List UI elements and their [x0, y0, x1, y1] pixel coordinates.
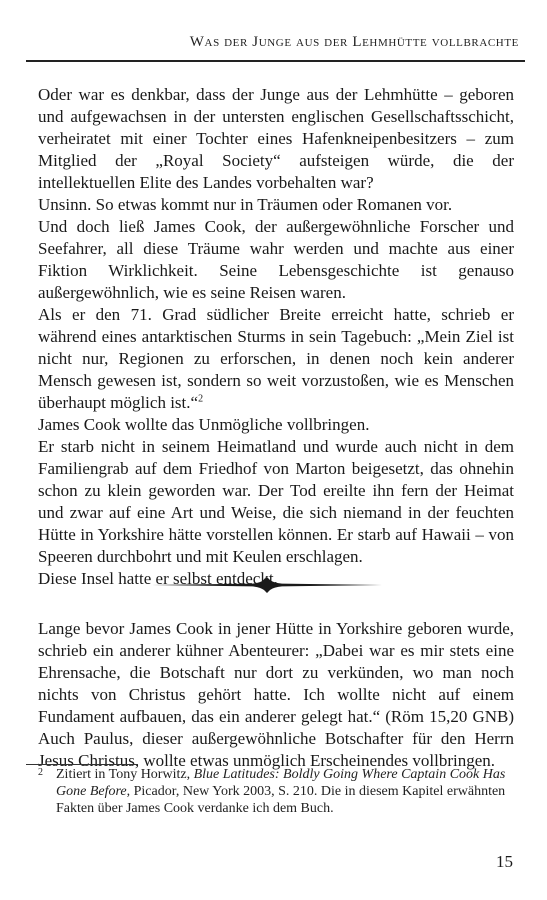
footnote-book-title: Blue Latitudes: Boldly Going Where Captain Cook Has Gone Before: [56, 767, 506, 799]
paragraph-with-footnote: [38, 304, 514, 414]
paragraph: James Cook wollte das Unmögliche vollbringen.: [38, 415, 370, 434]
main-text: [38, 84, 514, 590]
paragraph: Er starb nicht in seinem Heimatland und wurde auch nicht in dem Familiengrab auf dem Friedhof von Marton beigesetzt, das ohnehin schon zu klein geworden war. Der Tod ereilte ihn fern der Heimat und zwar auf eine Art und Weise, die sich niemand in der feuchten Hütte in Yorkshire hätte vorstellen können. Er starb auf Hawaii – von Speeren durchbohrt und mit Keulen erschlagen.: [38, 437, 514, 566]
paragraph: Unsinn. So etwas kommt nur in Träumen oder Romanen vor.: [38, 195, 453, 214]
footnote-number: 2: [38, 767, 43, 778]
paragraph-text: Als er den 71. Grad südlicher Breite erreicht hatte, schrieb er während eines antarktischen Sturms in sein Tagebuch: „Mein Ziel ist nicht nur, Regionen zu erforschen, in denen noch kein anderer Mensch gewesen ist, sondern so weit vorzustoßen, wie es Menschen überhaupt möglich ist.“: [38, 305, 514, 412]
page-number: 15: [496, 852, 513, 871]
section-divider-ornament: [152, 575, 382, 595]
footnote-text: [38, 766, 514, 817]
running-head: Was der Junge aus der Lehmhütte vollbrachte: [189, 34, 519, 50]
footnote-rest: , Picador, New York 2003, S. 210. Die in diesem Kapitel erwähnten Fakten über James Cook verdanke ich dem Buch.: [56, 784, 506, 816]
footnote-reference: 2: [198, 393, 204, 405]
second-section: [38, 618, 514, 772]
paragraph: Lange bevor James Cook in jener Hütte in Yorkshire geboren wurde, schrieb ein anderer kühner Abenteurer: „Dabei war es mir stets eine Ehrensache, die Botschaft nur dort zu verkünden, wo man noch nichts von Christus gehört hatte. Ich wollte nicht auf einem Fundament aufbauen, das ein anderer gelegt hat.“ (Röm 15,20 GNB) Auch Paulus, dieser außergewöhnliche Botschafter für den Herrn Jesus Christus, wollte etwas unmöglich Erscheinendes vollbringen.: [38, 619, 514, 770]
footnote: [38, 766, 514, 817]
paragraph: Und doch ließ James Cook, der außergewöhnliche Forscher und Seefahrer, all diese Träume wahr werden und machte aus einer Fiktion Wirklichkeit. Seine Lebensgeschichte ist genauso außergewöhnlich, wie es seine Reisen waren.: [38, 217, 514, 302]
header-rule: [26, 60, 525, 62]
paragraph: Oder war es denkbar, dass der Junge aus der Lehmhütte – geboren und aufgewachsen in der untersten englischen Gesellschaftsschicht, verheiratet mit einer Tochter eines Hafenkneipenbesitzers – zum Mitglied der „Royal Society“ aufsteigen würde, die der intellektuellen Elite des Landes vorbehalten war?: [38, 85, 514, 192]
footnote-lead: Zitiert in Tony Horwitz,: [56, 767, 194, 782]
paragraph: Diese Insel hatte er selbst entdeckt.: [38, 569, 278, 588]
